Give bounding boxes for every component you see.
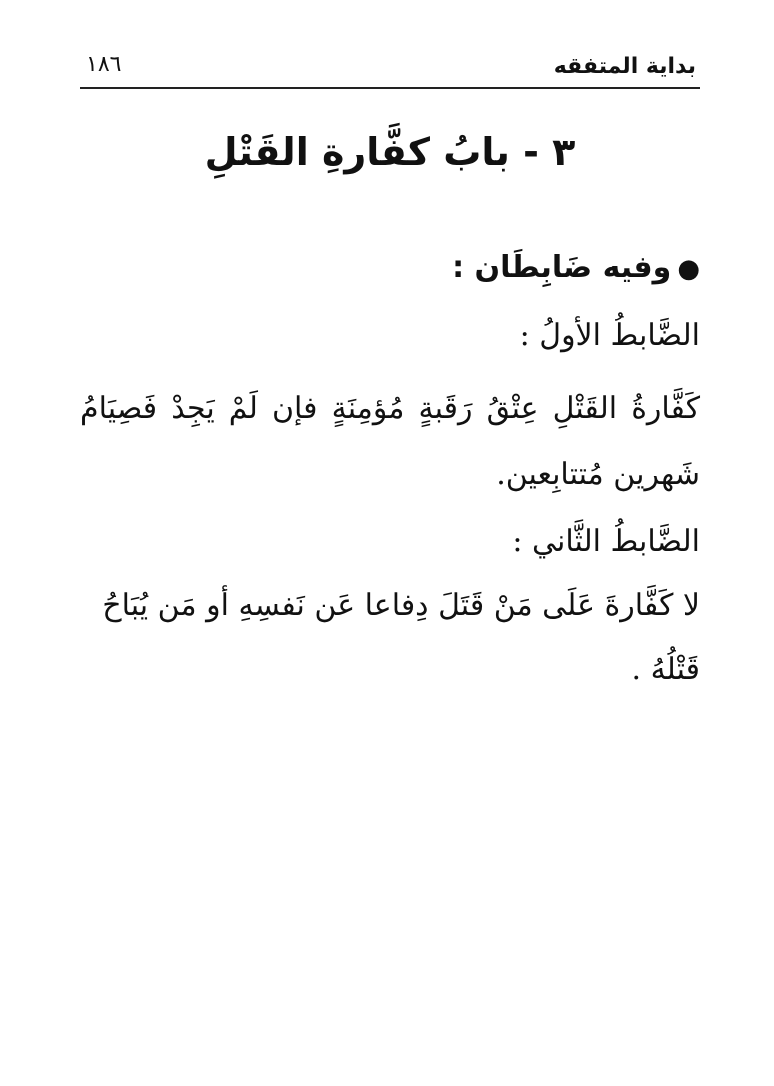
rule-text: كَفَّارةُ القَتْلِ عِتْقُ رَقَبةٍ مُؤمِنَةٍ فإن لَمْ يَجِدْ فَصِيَامُ شَهرين مُتتابِعين. (80, 391, 700, 492)
page-number: ١٨٦ (86, 52, 122, 77)
header-divider (80, 87, 700, 89)
section-intro-text: وفيه ضَابِطَان : (452, 250, 672, 285)
rule-heading: الضَّابطُ الأولُ : (519, 318, 700, 353)
section-intro (80, 236, 700, 301)
chapter-title: ٣ - بابُ كفَّارةِ القَتْلِ (204, 130, 576, 174)
running-header (80, 50, 702, 90)
rule-text: لا كَفَّارةَ عَلَى مَنْ قَتَلَ دِفاعا عَن نَفسِهِ أو مَن يُبَاحُ قَتْلُهُ . (102, 588, 700, 687)
book-title: بداية المتفقه (553, 54, 696, 79)
rule-heading: الضَّابطُ الثَّاني : (512, 524, 700, 559)
bullet-icon: ● (677, 254, 700, 284)
